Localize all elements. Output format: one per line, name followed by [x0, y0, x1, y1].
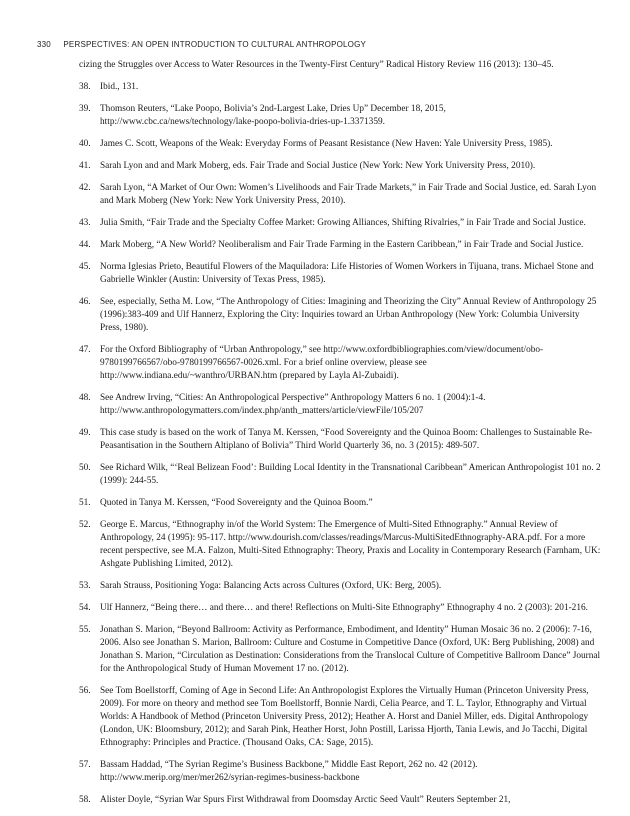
endnote-text: Norma Iglesias Prieto, Beautiful Flowers of the Maquiladora: Life Histories of Women Workers in Tijuana, trans. Michael Stone and Gabrielle Winkler (Austin: University of Texas Press, 1985).: [100, 262, 594, 285]
endnote-item: [79, 81, 601, 94]
endnote-number: 43.: [79, 218, 91, 228]
endnote-item: [79, 794, 601, 807]
endnote-number: 40.: [79, 139, 91, 149]
endnote-number: 41.: [79, 161, 91, 171]
note-continuation: cizing the Struggles over Access to Water Resources in the Twenty-First Century” Radical History Review 116 (2013): 130–45.: [79, 60, 554, 70]
endnote-text: See Andrew Irving, “Cities: An Anthropological Perspective” Anthropology Matters 6 no. 1 (2004):1-4. http://www.anthropologymatters.com/index.php/anth_matters/article/viewFile/105/207: [100, 393, 486, 416]
endnote-item: [79, 344, 601, 383]
endnote-number: 53.: [79, 581, 91, 591]
endnote-text: See, especially, Setha M. Low, “The Anthropology of Cities: Imagining and Theorizing the City” Annual Review of Anthropology 25 (1996):383-409 and Ulf Hannerz, Exploring the City: Inquiries toward an Urban Anthropology (New York: Columbia University Press, 1980).: [100, 297, 597, 333]
endnote-text: Julia Smith, “Fair Trade and the Specialty Coffee Market: Growing Alliances, Shifting Rivalries,” in Fair Trade and Social Justice.: [100, 218, 586, 228]
endnote-item: [79, 685, 601, 750]
endnote-number: 38.: [79, 82, 91, 92]
endnote-number: 57.: [79, 760, 91, 770]
endnote-number: 39.: [79, 104, 91, 114]
endnote-text: This case study is based on the work of Tanya M. Kerssen, “Food Sovereignty and the Quinoa Boom: Challenges to Sustainable Re-Peasantisation in the Southern Altiplano of Bolivia” Third World Quarterly 36, no. 3 (2015): 489-507.: [100, 428, 593, 451]
endnote-number: 45.: [79, 262, 91, 272]
endnote-item: [79, 261, 601, 287]
endnote-number: 56.: [79, 686, 91, 696]
endnote-text: Quoted in Tanya M. Kerssen, “Food Sovereignty and the Quinoa Boom.”: [100, 498, 373, 508]
endnote-item: [79, 392, 601, 418]
endnote-item: [79, 759, 601, 785]
endnote-item: [79, 160, 601, 173]
endnote-number: 46.: [79, 297, 91, 307]
endnote-text: For the Oxford Bibliography of “Urban Anthropology,” see http://www.oxfordbibliographies.com/view/document/obo-9780199766567/obo-9780199766567-0026.xml. For a brief online overview, please see http://www.indiana.edu/~wanthro/URBAN.htm (prepared by Layla Al-Zubaidi).: [100, 345, 544, 381]
endnote-text: Sarah Lyon, “A Market of Our Own: Women’s Livelihoods and Fair Trade Markets,” in Fair Trade and Social Justice, ed. Sarah Lyon and Mark Moberg (New York: New York University Press, 2010).: [100, 183, 597, 206]
endnote-text: James C. Scott, Weapons of the Weak: Everyday Forms of Peasant Resistance (New Haven: Yale University Press, 1985).: [100, 139, 553, 149]
endnote-item: [79, 580, 601, 593]
running-header: [37, 40, 597, 52]
endnote-number: 44.: [79, 240, 91, 250]
endnote-item: [79, 519, 601, 571]
endnote-item: [79, 182, 601, 208]
endnote-number: 47.: [79, 345, 91, 355]
endnote-item: [79, 138, 601, 151]
endnote-number: 48.: [79, 393, 91, 403]
endnote-text: Ibid., 131.: [100, 82, 139, 92]
endnote-item: [79, 239, 601, 252]
endnote-text: Sarah Strauss, Positioning Yoga: Balancing Acts across Cultures (Oxford, UK: Berg, 2005).: [100, 581, 442, 591]
page-number: 330: [37, 40, 51, 49]
endnote-number: 58.: [79, 795, 91, 805]
endnote-text: Alister Doyle, “Syrian War Spurs First Withdrawal from Doomsday Arctic Seed Vault” Reuters September 21,: [100, 795, 511, 805]
endnote-text: Jonathan S. Marion, “Beyond Ballroom: Activity as Performance, Embodiment, and Identity” Human Mosaic 36 no. 2 (2006): 7-16, 2006. Also see Jonathan S. Marion, Ballroom: Culture and Costume in Competitive Dance (Oxford, UK: Berg Publishing, 2008) and Jonathan S. Marion, “Circulation as Destination: Considerations from the Translocal Culture of Competitive Ballroom Dance” Journal for the Anthropological Study of Human Movement 17 no. (2012).: [100, 625, 601, 674]
endnote-item: [79, 103, 601, 129]
endnote-item: [79, 462, 601, 488]
endnote-item: [79, 602, 601, 615]
endnote-item: [79, 217, 601, 230]
endnote-number: 54.: [79, 603, 91, 613]
endnote-text: George E. Marcus, “Ethnography in/of the World System: The Emergence of Multi-Sited Ethnography.” Annual Review of Anthropology, 24 (1995): 95-117. http://www.dourish.com/classes/readings/Marcus-MultiSitedEthnography-ARA.pdf. For a more recent perspective, see M.A. Falzon, Multi-Sited Ethnography: Theory, Praxis and Locality in Contemporary Research (Farnham, UK: Ashgate Publishing Limited, 2012).: [100, 520, 601, 569]
endnotes-list: [79, 59, 601, 816]
endnote-number: 51.: [79, 498, 91, 508]
endnote-number: 49.: [79, 428, 91, 438]
endnote-number: 52.: [79, 520, 91, 530]
endnote-text: Thomson Reuters, “Lake Poopo, Bolivia’s 2nd-Largest Lake, Dries Up” December 18, 2015, http://www.cbc.ca/news/technology/lake-poopo-bolivia-dries-up-1.3371359.: [100, 104, 446, 127]
endnote-item: [79, 296, 601, 335]
endnote-item: [79, 427, 601, 453]
endnote-text: Sarah Lyon and and Mark Moberg, eds. Fair Trade and Social Justice (New York: New York University Press, 2010).: [100, 161, 536, 171]
endnote-item: [79, 497, 601, 510]
endnote-number: 50.: [79, 463, 91, 473]
running-title: PERSPECTIVES: AN OPEN INTRODUCTION TO CULTURAL ANTHROPOLOGY: [63, 40, 367, 49]
endnote-text: Mark Moberg, “A New World? Neoliberalism and Fair Trade Farming in the Eastern Caribbean,” in Fair Trade and Social Justice.: [100, 240, 584, 250]
endnote-text: Bassam Haddad, “The Syrian Regime’s Business Backbone,” Middle East Report, 262 no. 42 (2012). http://www.merip.org/mer/mer262/syrian-regimes-business-backbone: [100, 760, 478, 783]
endnote-item: [79, 624, 601, 676]
endnote-text: See Tom Boellstorff, Coming of Age in Second Life: An Anthropologist Explores the Virtually Human (Princeton University Press, 2009). For more on theory and method see Tom Boellstorff, Bonnie Nardi, Celia Pearce, and T. L. Taylor, Ethnography and Virtual Worlds: A Handbook of Method (Princeton University Press, 2012); Heather A. Horst and Daniel Miller, eds. Digital Anthropology (London, UK: Bloomsbury, 2012); and Sarah Pink, Heather Horst, John Postill, Larissa Hjorth, Tania Lewis, and Jo Tacchi, Digital Ethnography: Principles and Practice. (Thousand Oaks, CA: Sage, 2015).: [100, 686, 589, 748]
endnote-text: See Richard Wilk, “‘Real Belizean Food’: Building Local Identity in the Transnational Caribbean” American Anthropologist 101 no. 2 (1999): 244-55.: [100, 463, 601, 486]
endnote-number: 42.: [79, 183, 91, 193]
endnote-text: Ulf Hannerz, “Being there… and there… and there! Reflections on Multi-Site Ethnography” Ethnography 4 no. 2 (2003): 201-216.: [100, 603, 588, 613]
endnote-number: 55.: [79, 625, 91, 635]
